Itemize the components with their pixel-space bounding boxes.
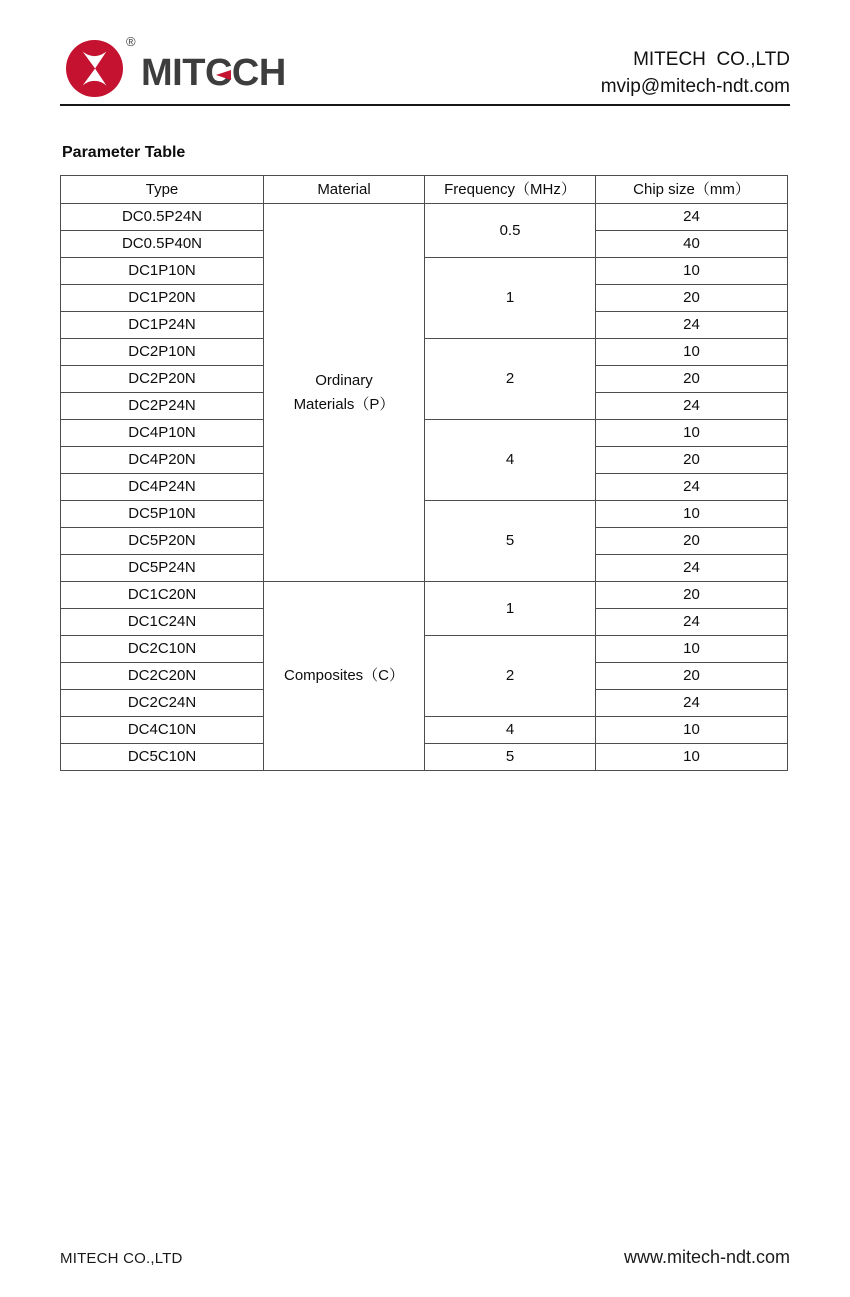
type-cell: DC2P10N — [61, 339, 264, 366]
chip-size-cell: 10 — [596, 339, 788, 366]
chip-size-cell: 24 — [596, 312, 788, 339]
table-row — [61, 339, 788, 366]
parameter-table — [60, 175, 788, 771]
wordmark-stylized-e — [205, 54, 232, 92]
chip-size-cell: 24 — [596, 474, 788, 501]
mitech-wordmark — [141, 54, 286, 92]
chip-size-cell: 20 — [596, 528, 788, 555]
type-cell: DC4P20N — [61, 447, 264, 474]
chip-size-cell: 24 — [596, 204, 788, 231]
company-name: MITECH CO.,LTD — [633, 49, 790, 70]
frequency-cell: 5 — [425, 744, 596, 771]
type-cell: DC2C24N — [61, 690, 264, 717]
type-cell: DC4P10N — [61, 420, 264, 447]
frequency-cell: 1 — [425, 258, 596, 339]
wordmark-part2: CH — [231, 52, 286, 94]
wordmark-e-base: C — [204, 52, 232, 94]
footer-website: www.mitech-ndt.com — [623, 1247, 790, 1267]
type-cell: DC2C20N — [61, 663, 264, 690]
chip-size-cell: 20 — [596, 582, 788, 609]
type-cell: DC1P24N — [61, 312, 264, 339]
column-header: Chip size（mm） — [596, 176, 788, 204]
chip-size-cell: 20 — [596, 285, 788, 312]
type-cell: DC1P10N — [61, 258, 264, 285]
type-cell: DC1P20N — [61, 285, 264, 312]
mitech-logo-icon — [66, 40, 123, 97]
material-cell: Composites（C） — [264, 582, 425, 771]
chip-size-cell: 24 — [596, 555, 788, 582]
chip-size-cell: 10 — [596, 636, 788, 663]
type-cell: DC4P24N — [61, 474, 264, 501]
chip-size-cell: 20 — [596, 663, 788, 690]
type-cell: DC0.5P40N — [61, 231, 264, 258]
logo-e-arrow-icon — [216, 70, 231, 80]
material-cell: Ordinary Materials（P） — [264, 204, 425, 582]
type-cell: DC5P20N — [61, 528, 264, 555]
table-row — [61, 258, 788, 285]
chip-size-cell: 10 — [596, 501, 788, 528]
chip-size-cell: 10 — [596, 258, 788, 285]
table-header-row — [61, 176, 788, 204]
table-row — [61, 204, 788, 231]
registered-trademark-icon: ® — [126, 34, 136, 49]
chip-size-cell: 40 — [596, 231, 788, 258]
frequency-cell: 0.5 — [425, 204, 596, 258]
header-contact-block — [601, 46, 790, 100]
table-row — [61, 717, 788, 744]
frequency-cell: 4 — [425, 717, 596, 744]
frequency-cell: 1 — [425, 582, 596, 636]
chip-size-cell: 24 — [596, 393, 788, 420]
table-row — [61, 744, 788, 771]
chip-size-cell: 20 — [596, 447, 788, 474]
frequency-cell: 5 — [425, 501, 596, 582]
footer-company: MITECH CO.,LTD — [60, 1250, 183, 1267]
column-header: Type — [61, 176, 264, 204]
company-email: mvip@mitech-ndt.com — [600, 76, 790, 97]
type-cell: DC5P10N — [61, 501, 264, 528]
table-row — [61, 636, 788, 663]
page-footer — [60, 1247, 790, 1268]
chip-size-cell: 24 — [596, 609, 788, 636]
type-cell: DC0.5P24N — [61, 204, 264, 231]
table-row — [61, 582, 788, 609]
type-cell: DC2P20N — [61, 366, 264, 393]
chip-size-cell: 24 — [596, 690, 788, 717]
type-cell: DC1C20N — [61, 582, 264, 609]
column-header: Frequency（MHz） — [425, 176, 596, 204]
header-divider — [60, 104, 790, 106]
type-cell: DC5P24N — [61, 555, 264, 582]
chip-size-cell: 20 — [596, 366, 788, 393]
chip-size-cell: 10 — [596, 420, 788, 447]
column-header: Material — [264, 176, 425, 204]
type-cell: DC2P24N — [61, 393, 264, 420]
frequency-cell: 2 — [425, 636, 596, 717]
chip-size-cell: 10 — [596, 744, 788, 771]
type-cell: DC5C10N — [61, 744, 264, 771]
type-cell: DC2C10N — [61, 636, 264, 663]
wordmark-part1: MIT — [141, 52, 205, 94]
type-cell: DC4C10N — [61, 717, 264, 744]
frequency-cell: 2 — [425, 339, 596, 420]
table-row — [61, 501, 788, 528]
type-cell: DC1C24N — [61, 609, 264, 636]
page-title: Parameter Table — [62, 144, 186, 161]
chip-size-cell: 10 — [596, 717, 788, 744]
frequency-cell: 4 — [425, 420, 596, 501]
table-row — [61, 420, 788, 447]
